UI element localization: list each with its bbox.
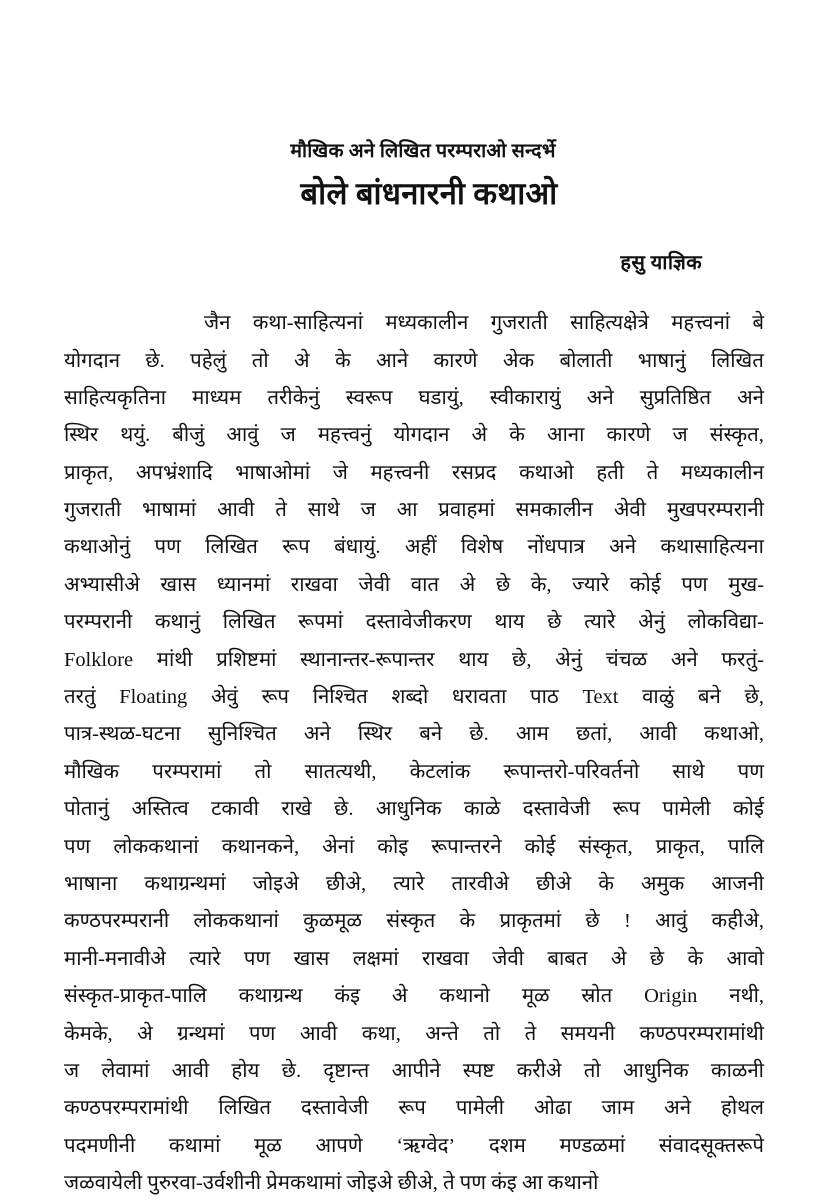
word: Text <box>582 686 619 709</box>
word: आपणे <box>315 1134 363 1157</box>
word: लिखित <box>205 536 258 559</box>
word: आपीने <box>391 1059 441 1082</box>
word: कथाओनुं <box>64 536 131 559</box>
word: होय <box>231 1059 260 1082</box>
word: कहीअे, <box>711 910 764 933</box>
word: तरीकेनुं <box>267 386 320 409</box>
word: आवुं <box>226 424 259 447</box>
paragraph-line: जळवायेली पुरुरवा-उर्वशीनी प्रेमकथामां जोइअे छीअे, ते पण कंइ आ कथानो <box>64 1172 599 1195</box>
word: मुखपरम्परानी <box>666 499 764 522</box>
word: के <box>509 424 525 447</box>
word: प्राकृत, <box>64 461 114 484</box>
word: तो <box>583 1059 601 1082</box>
word: पण <box>249 1022 276 1045</box>
word: करीअे <box>516 1059 562 1082</box>
word: अेवुं <box>210 686 238 709</box>
title-block <box>64 0 764 214</box>
word: पहेलुं <box>190 349 227 372</box>
word: आना <box>546 424 585 447</box>
word: रूपमां <box>298 611 344 634</box>
word: घडायुं, <box>418 386 464 409</box>
word: भाषाना <box>64 873 118 895</box>
word: मूळ <box>521 985 550 1008</box>
word: पालि <box>727 835 764 858</box>
word: कंइ <box>334 985 361 1008</box>
word: दस्तावेजीकरण <box>365 611 472 634</box>
word: ध्यानमां <box>216 573 271 596</box>
paragraph-line <box>64 679 764 716</box>
body-paragraph <box>64 305 764 1202</box>
word: कथा, <box>361 1022 401 1045</box>
paragraph-line <box>64 380 764 417</box>
word: थाय <box>494 611 525 634</box>
word: प्रवाहमां <box>438 499 495 522</box>
word: संवादसूक्तरूपे <box>658 1134 764 1157</box>
word: आम <box>515 723 549 746</box>
article-subtitle: मौखिक अने लिखित परम्पराओ सन्दर्भे <box>290 141 556 162</box>
word: धरावता <box>451 686 507 709</box>
paragraph-line <box>64 866 764 903</box>
word: कथानकने, <box>221 835 300 858</box>
word: गुजराती <box>64 499 122 522</box>
word: कारणे <box>433 349 478 372</box>
page-title: बोले बांधनारनी कथाओ <box>300 176 558 212</box>
word: पामेली <box>455 1097 504 1120</box>
word: प्राकृतमां <box>499 910 562 933</box>
word: केटलांक <box>409 760 471 783</box>
word: पामेली <box>662 798 711 821</box>
word: संस्कृत-प्राकृत-पालि <box>64 985 207 1008</box>
paragraph-line <box>64 978 764 1015</box>
word: ‘ऋग्वेद’ <box>396 1134 456 1157</box>
word: आधुनिक <box>622 1059 689 1082</box>
word: सुप्रतिष्ठित <box>639 386 711 409</box>
word: चंचळ <box>605 648 648 671</box>
paragraph-line <box>64 529 764 566</box>
word: होथल <box>721 1097 764 1120</box>
paragraph-line <box>64 1053 764 1090</box>
word: कथामां <box>168 1134 221 1157</box>
author-byline: हसु याज्ञिक <box>620 252 702 275</box>
word: अे <box>459 573 476 596</box>
word: छीअे <box>536 873 572 895</box>
paragraph-line <box>64 305 764 342</box>
word: बीजुं <box>172 424 205 447</box>
word: महत्त्वनां <box>671 312 731 335</box>
word: ओढा <box>533 1097 572 1120</box>
word: अहीं <box>404 536 437 559</box>
word: समयनी <box>560 1022 616 1045</box>
word: दृष्टान्त <box>323 1059 370 1082</box>
paragraph-line <box>64 941 764 978</box>
word: आजनी <box>711 873 764 895</box>
word: अपभ्रंशादि <box>135 461 213 484</box>
word: पात्र-स्थळ-घटना <box>64 723 181 746</box>
word: आवुं <box>655 910 688 933</box>
word: ज <box>672 424 688 447</box>
word: छे. <box>469 723 489 746</box>
word: जेवी <box>358 573 391 596</box>
word: दस्तावेजी <box>522 798 591 821</box>
word: के <box>459 910 476 933</box>
word: त्यारे <box>393 873 425 895</box>
word: आधुनिक <box>375 798 442 821</box>
word: अस्तित्व <box>131 798 189 821</box>
word: अमुक <box>640 873 685 895</box>
word: कोइ <box>377 835 409 858</box>
word: ज <box>360 499 376 522</box>
word: साहित्यकृतिना <box>64 386 167 409</box>
word: कारणे <box>606 424 651 447</box>
word: तरतुं <box>64 686 96 709</box>
word: रूपान्तरने <box>431 835 502 858</box>
paragraph-line <box>64 791 764 828</box>
word: कण्ठपरम्परामांथी <box>639 1022 764 1045</box>
word: स्थिर <box>357 723 393 746</box>
word: माध्यम <box>192 386 242 409</box>
word: अेनां <box>322 835 355 858</box>
word: पदमणीनी <box>64 1134 136 1157</box>
word: अेनुं <box>555 648 583 671</box>
word: भाषानुं <box>637 349 686 372</box>
word: अे <box>294 349 310 372</box>
word: मुख- <box>728 573 764 596</box>
word: ज्यारे <box>572 573 610 596</box>
word: रूपान्तरो-परिवर्तनो <box>503 760 640 783</box>
word: स्थानान्तर-रूपान्तर <box>300 648 435 671</box>
word: ग्रन्थमां <box>177 1022 225 1045</box>
word: अेक <box>502 349 535 372</box>
word: टकावी <box>211 798 259 821</box>
word: स्वीकारायुं <box>489 386 561 409</box>
word: छीअे, <box>325 873 367 895</box>
word: त्यारे <box>584 611 616 634</box>
word: ते <box>646 461 659 484</box>
word: ज <box>280 424 296 447</box>
word: मांथी <box>156 648 193 671</box>
word: लोककथानां <box>113 835 199 858</box>
word: निश्चित <box>312 686 368 709</box>
word: रूप <box>612 798 641 821</box>
paragraph-line <box>64 1016 764 1053</box>
word: दशम <box>488 1134 526 1157</box>
word: कण्ठपरम्परानी <box>64 910 170 933</box>
word: आ <box>396 499 418 522</box>
word: काळे <box>463 798 501 821</box>
word: परम्परामां <box>152 760 222 783</box>
word: पण <box>243 947 271 970</box>
word: रूप <box>398 1097 426 1120</box>
word: तो <box>483 1022 501 1045</box>
word: के, <box>530 573 552 596</box>
word: Origin <box>644 985 698 1008</box>
word: कथानुं <box>154 611 201 634</box>
word: जेवी <box>492 947 524 970</box>
word: अने <box>670 648 698 671</box>
word: कथाओ, <box>704 723 764 746</box>
word: आवी <box>639 723 677 746</box>
word: अने <box>664 1097 692 1120</box>
word: फरतुं- <box>721 648 764 671</box>
word: आवी <box>299 1022 338 1045</box>
word: Folklore <box>64 648 134 671</box>
word: अने <box>303 723 331 746</box>
word: अे <box>610 947 627 970</box>
word: छे <box>585 910 600 933</box>
word: नथी, <box>729 985 764 1008</box>
paragraph-line <box>64 604 764 641</box>
word: कथाग्रन्थमां <box>144 873 226 895</box>
word: पण <box>681 573 708 596</box>
word: लेवामां <box>101 1059 150 1082</box>
word: भाषामां <box>141 499 197 522</box>
word: लोकविद्या- <box>687 611 764 634</box>
word: रूप <box>282 536 310 559</box>
word: ज <box>64 1059 80 1082</box>
word: छतां, <box>575 723 613 746</box>
word: साहित्यक्षेत्रे <box>570 312 649 335</box>
word: संस्कृत <box>386 910 436 933</box>
word: प्राकृत, <box>655 835 705 858</box>
word: के <box>687 947 704 970</box>
word: कुळमूळ <box>303 910 362 933</box>
word: अन्ते <box>425 1022 459 1045</box>
word: कोई <box>524 835 556 858</box>
word: परम्परानी <box>64 611 133 634</box>
word: अने <box>737 386 764 409</box>
word: काळनी <box>710 1059 764 1082</box>
paragraph-line <box>64 642 764 679</box>
word: योगदान <box>393 424 450 447</box>
word: स्रोत <box>581 985 613 1008</box>
word: अेनुं <box>638 611 666 634</box>
word: कथाओ <box>518 461 574 484</box>
word: स्पष्ट <box>462 1059 495 1082</box>
word: पण <box>737 760 764 783</box>
paragraph-line <box>64 1090 764 1127</box>
word: बने <box>419 723 443 746</box>
word: त्यारे <box>189 947 221 970</box>
word: लिखित <box>222 611 276 634</box>
paragraph-line <box>64 417 764 454</box>
word: छे. <box>334 798 354 821</box>
word: अभ्यासीअे <box>64 573 140 596</box>
paragraph-line <box>64 903 764 940</box>
word: जे <box>332 461 348 484</box>
word: नोंधपात्र <box>527 536 585 559</box>
word: छे. <box>145 349 165 372</box>
word: कथानो <box>439 985 490 1008</box>
word: थयुं. <box>120 424 151 447</box>
word: तारवीअे <box>451 873 509 895</box>
word: अने <box>609 536 637 559</box>
word: अे <box>137 1022 153 1045</box>
paragraph-line <box>64 716 764 753</box>
word: छे, <box>512 648 532 671</box>
word: ! <box>623 910 631 933</box>
word: संस्कृत, <box>578 835 633 858</box>
word: लोककथानां <box>193 910 279 933</box>
word: तो <box>254 760 272 783</box>
word: महत्त्वनुं <box>317 424 372 447</box>
word: छे, <box>744 686 764 709</box>
paragraph-line <box>64 455 764 492</box>
word: मध्यकालीन <box>385 312 469 335</box>
word: आवी <box>171 1059 210 1082</box>
word: लिखित <box>711 349 764 372</box>
word: साथे <box>307 499 340 522</box>
word: ते <box>524 1022 537 1045</box>
word: सातत्यथी, <box>304 760 377 783</box>
word: लिखित <box>218 1097 272 1120</box>
word: योगदान <box>64 349 121 372</box>
word: मूळ <box>254 1134 282 1157</box>
word: के <box>334 349 351 372</box>
word: अेवी <box>613 499 647 522</box>
word: छे <box>649 947 665 970</box>
word: पण <box>64 835 91 858</box>
word: छे <box>495 573 511 596</box>
paragraph-line <box>64 829 764 866</box>
word: संस्कृत, <box>709 424 764 447</box>
word: के <box>598 873 614 895</box>
word: राखवा <box>421 947 469 970</box>
word: प्रशिष्टमां <box>216 648 277 671</box>
word: खास <box>293 947 330 970</box>
word: बोलाती <box>559 349 613 372</box>
word: कण्ठपरम्परामांथी <box>64 1097 189 1120</box>
word: अे <box>391 985 408 1008</box>
paragraph-line <box>64 1128 764 1165</box>
word: सुनिश्चित <box>207 723 277 746</box>
paragraph-line <box>64 492 764 529</box>
word: वाळुं <box>642 686 675 709</box>
word: रूप <box>261 686 289 709</box>
paragraph-line <box>64 567 764 604</box>
word: Floating <box>119 686 188 709</box>
word: साथे <box>672 760 705 783</box>
word: ते <box>275 499 287 522</box>
word: जोइअे <box>252 873 299 895</box>
paragraph-line <box>64 343 764 380</box>
word: आवी <box>216 499 255 522</box>
word: रसप्रद <box>451 461 497 484</box>
word: थाय <box>458 648 489 671</box>
word: स्थिर <box>64 424 99 447</box>
word: स्वरूप <box>345 386 393 409</box>
word: केमके, <box>64 1022 113 1045</box>
word: महत्त्वनी <box>370 461 430 484</box>
word: खास <box>160 573 197 596</box>
word: विशेष <box>460 536 504 559</box>
word: वात <box>410 573 440 596</box>
word: बे <box>752 312 764 335</box>
word: मौखिक <box>64 760 120 783</box>
word: मध्यकालीन <box>680 461 764 484</box>
word: छे <box>547 611 562 634</box>
word: दस्तावेजी <box>301 1097 369 1120</box>
word: जैन <box>204 312 231 335</box>
word: पोतानुं <box>64 798 110 821</box>
word: कथा-साहित्यनां <box>252 312 364 335</box>
word: कथासाहित्यना <box>660 536 764 559</box>
word: मानी-मनावीअे <box>64 947 166 970</box>
word: बंधायुं. <box>334 536 381 559</box>
word: बने <box>697 686 721 709</box>
word: पण <box>154 536 181 559</box>
word: लक्षमां <box>352 947 399 970</box>
word: आवो <box>726 947 764 970</box>
word: शब्दो <box>391 686 429 709</box>
word: जाम <box>601 1097 635 1120</box>
word: भाषाओमां <box>235 461 311 484</box>
word: मण्डळमां <box>559 1134 626 1157</box>
word: पाठ <box>530 686 559 709</box>
word: कोई <box>629 573 661 596</box>
word: कोई <box>733 798 764 821</box>
word: हती <box>596 461 625 484</box>
word: आने <box>375 349 409 372</box>
word: अने <box>586 386 614 409</box>
word: कथाग्रन्थ <box>238 985 303 1008</box>
word: राखवा <box>290 573 338 596</box>
word: गुजराती <box>490 312 548 335</box>
word: तो <box>251 349 269 372</box>
word: समकालीन <box>515 499 593 522</box>
word: बाबत <box>547 947 588 970</box>
word: छे. <box>281 1059 302 1082</box>
paragraph-line <box>64 754 764 791</box>
word: राखे <box>281 798 312 821</box>
word: अे <box>471 424 488 447</box>
